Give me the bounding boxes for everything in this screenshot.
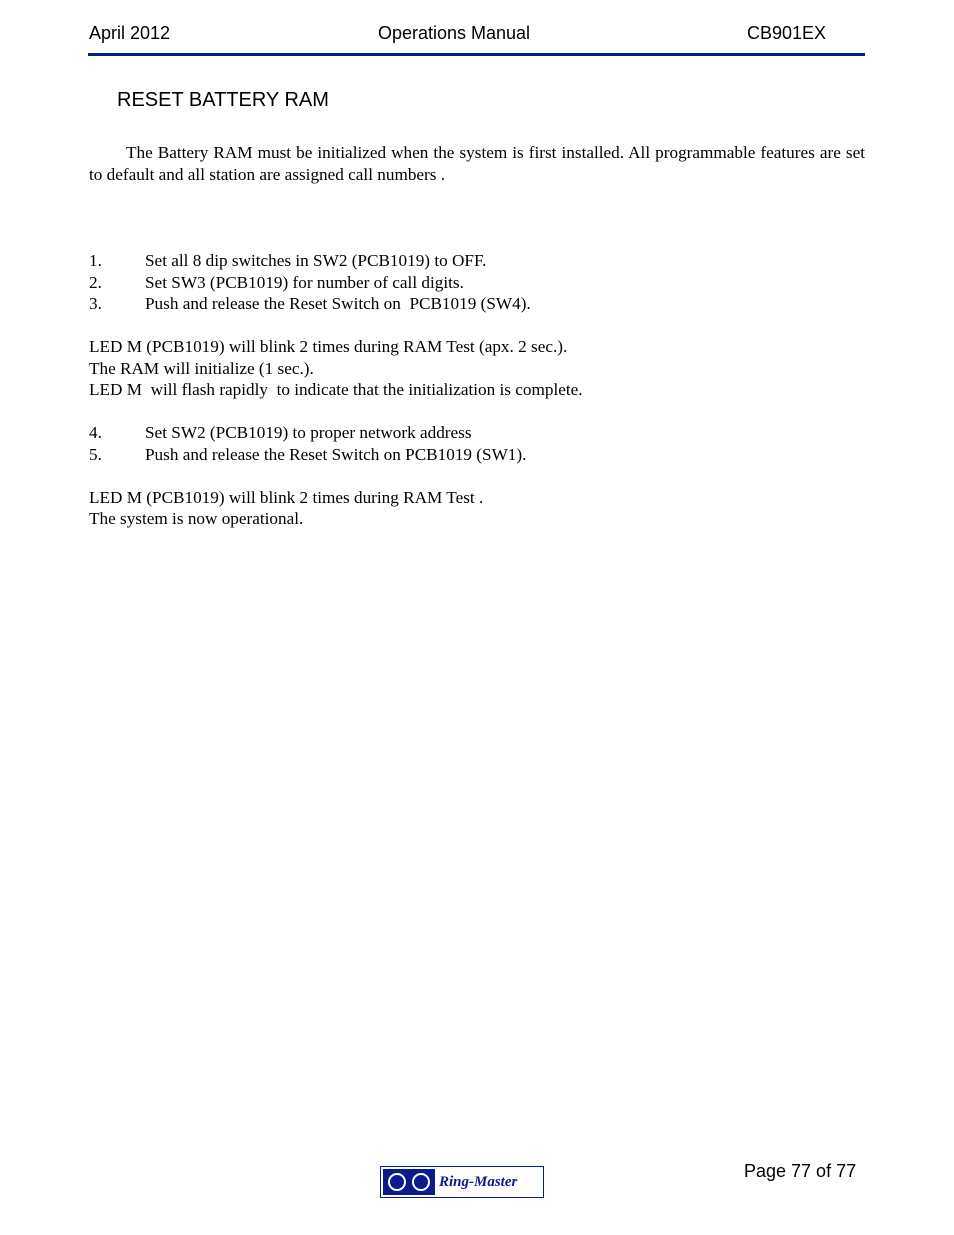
- step-number: 2.: [89, 273, 102, 292]
- step-number: 4.: [89, 423, 102, 442]
- ring-master-logo: [380, 1166, 544, 1198]
- header-date: April 2012: [89, 23, 171, 43]
- page-number: Page 77 of 77: [744, 1161, 857, 1181]
- header-rule: [88, 53, 865, 56]
- note-line: LED M (PCB1019) will blink 2 times during RAM Test (apx. 2 sec.).: [89, 337, 568, 356]
- section-title: RESET BATTERY RAM: [117, 89, 329, 111]
- note-line: The system is now operational.: [89, 509, 304, 528]
- step-number: 3.: [89, 294, 102, 313]
- intro-paragraph: The Battery RAM must be initialized when the system is first installed. All programmable features are set to default and all station are assigned call numbers .: [89, 143, 865, 184]
- note-line: The RAM will initialize (1 sec.).: [89, 359, 314, 378]
- note-line: LED M (PCB1019) will blink 2 times during RAM Test .: [89, 488, 484, 507]
- logo-text: Ring-Master: [439, 1174, 518, 1190]
- step-text: Set SW3 (PCB1019) for number of call digits.: [145, 273, 464, 292]
- step-text: Push and release the Reset Switch on PCB1019 (SW4).: [145, 294, 531, 313]
- step-text: Set all 8 dip switches in SW2 (PCB1019) to OFF.: [145, 251, 487, 270]
- header-title: Operations Manual: [377, 23, 531, 43]
- step-text: Set SW2 (PCB1019) to proper network address: [145, 423, 472, 442]
- header-model: CB901EX: [747, 23, 827, 43]
- step-number: 5.: [89, 445, 102, 464]
- step-number: 1.: [89, 251, 102, 270]
- logo-rings-icon: [383, 1169, 435, 1195]
- step-text: Push and release the Reset Switch on PCB1019 (SW1).: [145, 445, 527, 464]
- note-line: LED M will flash rapidly to indicate that the initialization is complete.: [89, 380, 583, 399]
